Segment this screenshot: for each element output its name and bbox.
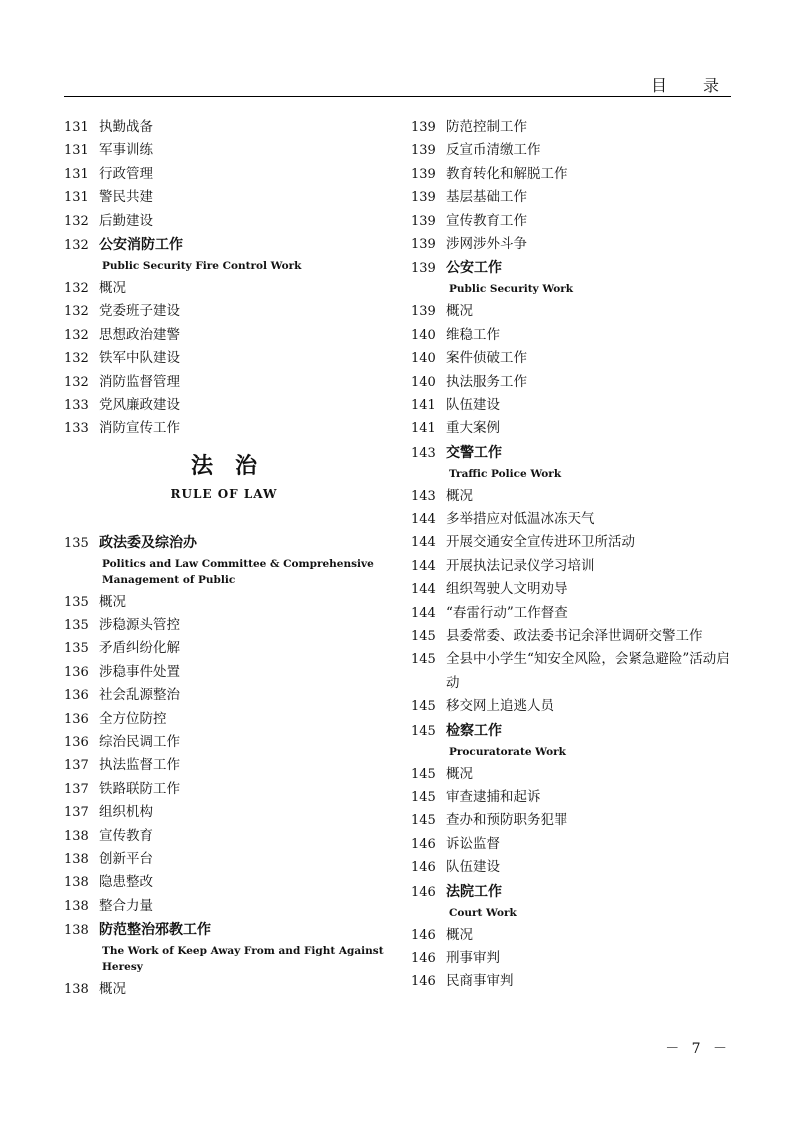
toc-page-number: 131 xyxy=(64,120,89,135)
toc-entry-title: 宣传教育 xyxy=(99,827,153,844)
toc-entry-title: 铁路联防工作 xyxy=(99,780,180,797)
toc-page-number: 145 xyxy=(411,652,436,668)
toc-page-number: 133 xyxy=(64,421,89,437)
toc-entry-title: 矛盾纠纷化解 xyxy=(99,640,180,657)
toc-page-number: 143 xyxy=(411,488,436,504)
toc-entry[interactable] xyxy=(64,825,384,848)
chapter-title-en: RULE OF LAW xyxy=(170,486,278,501)
toc-entry[interactable] xyxy=(64,116,384,139)
toc-page-number: 137 xyxy=(64,805,89,821)
toc-page-number: 136 xyxy=(64,688,89,704)
toc-group-right-b xyxy=(411,300,733,440)
toc-entry-title: 整合力量 xyxy=(99,897,153,914)
toc-entry[interactable] xyxy=(411,163,733,186)
toc-group-right-c xyxy=(411,485,733,719)
toc-page-number: 141 xyxy=(411,421,436,437)
toc-entry[interactable] xyxy=(64,978,384,1001)
toc-section-title: 公安消防工作 xyxy=(99,236,183,253)
toc-entry-title: 党风廉政建设 xyxy=(99,396,180,413)
toc-page-number: 132 xyxy=(64,351,89,367)
toc-entry[interactable] xyxy=(411,186,733,209)
toc-entry[interactable] xyxy=(64,210,384,233)
toc-entry[interactable] xyxy=(411,233,733,256)
toc-section-title: 交警工作 xyxy=(446,444,502,461)
toc-entry[interactable] xyxy=(411,763,733,786)
toc-page-number: 139 xyxy=(411,190,436,206)
toc-page-number: 141 xyxy=(411,397,436,413)
toc-entry-title: “春雷行动”工作督查 xyxy=(446,604,568,621)
toc-entry-title: 行政管理 xyxy=(99,165,153,182)
toc-entry[interactable] xyxy=(64,591,384,614)
toc-entry-title: 涉网涉外斗争 xyxy=(446,235,527,252)
toc-page-number: 146 xyxy=(411,950,436,966)
toc-page-number: 139 xyxy=(411,236,436,252)
toc-page-number: 131 xyxy=(64,190,89,206)
toc-entry[interactable] xyxy=(64,347,384,370)
toc-entry-title: 全县中小学生“知安全风险，会紧急避险”活动启动 xyxy=(446,651,730,691)
toc-section-english-title: Politics and Law Committee & Comprehensive Management of Public xyxy=(102,557,374,586)
toc-entry-title: 执法监督工作 xyxy=(99,757,180,774)
toc-section-procuratorate[interactable] xyxy=(411,719,733,744)
toc-entry[interactable] xyxy=(64,871,384,894)
toc-section-english-title: The Work of Keep Away From and Fight Against Heresy xyxy=(102,945,384,974)
toc-entry[interactable] xyxy=(411,417,733,440)
toc-entry-title: 概况 xyxy=(99,279,126,296)
toc-section-court[interactable] xyxy=(411,880,733,905)
toc-page-number: 136 xyxy=(64,735,89,751)
toc-section-title: 公安工作 xyxy=(446,260,502,277)
toc-section-title: 法院工作 xyxy=(446,883,502,900)
toc-entry[interactable] xyxy=(411,833,733,856)
toc-group-right-a xyxy=(411,116,733,256)
toc-entry-title: 全方位防控 xyxy=(99,710,167,727)
toc-entry[interactable] xyxy=(64,394,384,417)
toc-entry[interactable] xyxy=(411,970,733,993)
toc-page-number: 145 xyxy=(411,766,436,782)
toc-entry[interactable] xyxy=(411,602,733,625)
toc-right-column xyxy=(411,116,733,994)
toc-entry-title: 涉稳事件处置 xyxy=(99,663,180,680)
toc-entry-title: 执法服务工作 xyxy=(446,373,527,390)
toc-entry-title: 宣传教育工作 xyxy=(446,212,527,229)
toc-page-number: 139 xyxy=(411,120,436,135)
toc-entry[interactable] xyxy=(64,163,384,186)
toc-entry[interactable] xyxy=(411,300,733,323)
toc-page-number: 131 xyxy=(64,166,89,182)
toc-page-number: 139 xyxy=(411,304,436,320)
toc-entry[interactable] xyxy=(64,139,384,162)
toc-entry[interactable] xyxy=(64,684,384,707)
toc-entry-title: 县委常委、政法委书记余泽世调研交警工作 xyxy=(446,628,703,645)
running-header-title: 目 录 xyxy=(650,76,729,95)
header-rule xyxy=(64,96,731,97)
toc-page-number: 132 xyxy=(64,374,89,390)
toc-section-title: 检察工作 xyxy=(446,722,502,739)
toc-entry-title: 执勤战备 xyxy=(99,119,153,135)
toc-page-number: 144 xyxy=(411,605,436,621)
toc-entry[interactable] xyxy=(64,417,384,440)
toc-entry-title: 刑事审判 xyxy=(446,949,500,966)
toc-entry[interactable] xyxy=(64,324,384,347)
toc-entry[interactable] xyxy=(411,695,733,718)
toc-entry[interactable] xyxy=(411,578,733,601)
toc-entry-title: 军事训练 xyxy=(99,142,153,159)
toc-section-english-title: Traffic Police Work xyxy=(449,467,562,480)
toc-page-number: 135 xyxy=(64,618,89,634)
toc-page-number: 146 xyxy=(411,836,436,852)
toc-entry[interactable] xyxy=(64,661,384,684)
toc-entry-title: 防范控制工作 xyxy=(446,119,527,135)
toc-page-number: 139 xyxy=(411,143,436,159)
toc-entry[interactable] xyxy=(64,371,384,394)
toc-entry[interactable] xyxy=(411,786,733,809)
toc-entry-title: 概况 xyxy=(99,981,126,998)
toc-left-column xyxy=(64,116,384,1002)
toc-entry[interactable] xyxy=(411,210,733,233)
toc-page-number: 137 xyxy=(64,758,89,774)
toc-entry[interactable] xyxy=(411,648,733,695)
chapter-heading xyxy=(64,453,384,503)
toc-page-number: 144 xyxy=(411,558,436,574)
toc-entry-title: 概况 xyxy=(446,926,473,943)
toc-group-left-b xyxy=(64,277,384,441)
toc-page-number: 138 xyxy=(64,898,89,914)
toc-entry[interactable] xyxy=(64,754,384,777)
toc-entry-title: 教育转化和解脱工作 xyxy=(446,165,568,182)
toc-entry-title: 铁军中队建设 xyxy=(99,350,180,367)
toc-page-number: 146 xyxy=(411,974,436,990)
toc-page-number: 135 xyxy=(64,535,89,551)
toc-entry[interactable] xyxy=(411,371,733,394)
toc-page-number: 135 xyxy=(64,594,89,610)
toc-entry[interactable] xyxy=(64,277,384,300)
toc-group-left-a xyxy=(64,116,384,233)
toc-page-number: 132 xyxy=(64,237,89,253)
toc-entry-title: 基层基础工作 xyxy=(446,189,527,206)
toc-entry-title: 开展交通安全宣传进环卫所活动 xyxy=(446,534,635,551)
toc-section-english-title: Court Work xyxy=(449,906,517,919)
toc-entry[interactable] xyxy=(64,848,384,871)
toc-page-number: 146 xyxy=(411,884,436,900)
toc-page-number: 143 xyxy=(411,445,436,461)
toc-entry[interactable] xyxy=(411,924,733,947)
toc-section-english-title: Procuratorate Work xyxy=(449,745,566,758)
toc-entry[interactable] xyxy=(64,614,384,637)
toc-page-number: 131 xyxy=(64,143,89,159)
toc-entry-title: 民商事审判 xyxy=(446,973,514,990)
toc-section-traffic-police[interactable] xyxy=(411,441,733,466)
toc-page-number: 140 xyxy=(411,374,436,390)
toc-entry-title: 队伍建设 xyxy=(446,859,500,876)
toc-entry-title: 后勤建设 xyxy=(99,212,153,229)
toc-section-fire-control[interactable] xyxy=(64,233,384,258)
toc-entry-title: 案件侦破工作 xyxy=(446,350,527,367)
page-number: － 7 － xyxy=(665,1041,731,1057)
toc-section-public-security[interactable] xyxy=(411,256,733,281)
toc-page-number: 135 xyxy=(64,641,89,657)
toc-page-number: 146 xyxy=(411,860,436,876)
toc-entry-title: 组织驾驶人文明劝导 xyxy=(446,581,568,598)
toc-entry-title: 警民共建 xyxy=(99,189,153,206)
toc-entry-title: 查办和预防职务犯罪 xyxy=(446,812,568,829)
toc-group-left-d xyxy=(64,978,384,1001)
toc-entry[interactable] xyxy=(64,637,384,660)
toc-page-number: 133 xyxy=(64,397,89,413)
toc-entry[interactable] xyxy=(64,186,384,209)
toc-entry-title: 重大案例 xyxy=(446,420,500,437)
toc-page-number: 139 xyxy=(411,166,436,182)
toc-group-right-d xyxy=(411,763,733,880)
toc-page-number: 138 xyxy=(64,875,89,891)
toc-section-anti-heresy[interactable] xyxy=(64,918,384,943)
toc-page-number: 132 xyxy=(64,213,89,229)
toc-entry[interactable] xyxy=(411,809,733,832)
toc-entry-title: 概况 xyxy=(99,593,126,610)
toc-page-number: 132 xyxy=(64,280,89,296)
toc-entry-title: 队伍建设 xyxy=(446,396,500,413)
toc-entry-title: 诉讼监督 xyxy=(446,835,500,852)
toc-entry[interactable] xyxy=(411,555,733,578)
toc-entry-title: 维稳工作 xyxy=(446,326,500,343)
toc-page-number: 145 xyxy=(411,629,436,645)
toc-page-number: 137 xyxy=(64,781,89,797)
toc-page-number: 140 xyxy=(411,327,436,343)
toc-entry-title: 隐患整改 xyxy=(99,874,153,891)
toc-entry-title: 审查逮捕和起诉 xyxy=(446,789,541,806)
toc-entry[interactable] xyxy=(411,856,733,879)
toc-section-title: 政法委及综治办 xyxy=(99,534,197,551)
toc-page-number: 132 xyxy=(64,304,89,320)
toc-entry[interactable] xyxy=(64,300,384,323)
toc-entry-title: 思想政治建警 xyxy=(99,326,180,343)
toc-entry[interactable] xyxy=(411,508,733,531)
toc-entry[interactable] xyxy=(411,947,733,970)
toc-page-number: 136 xyxy=(64,711,89,727)
toc-entry-title: 开展执法记录仪学习培训 xyxy=(446,557,595,574)
toc-entry-title: 消防监督管理 xyxy=(99,373,180,390)
toc-page-number: 138 xyxy=(64,851,89,867)
toc-entry-title: 创新平台 xyxy=(99,850,153,867)
toc-entry-title: 概况 xyxy=(446,487,473,504)
toc-entry-title: 移交网上追逃人员 xyxy=(446,698,554,715)
toc-page-number: 138 xyxy=(64,923,89,939)
toc-entry[interactable] xyxy=(411,139,733,162)
toc-entry-title: 多举措应对低温冰冻天气 xyxy=(446,511,595,528)
toc-entry[interactable] xyxy=(64,801,384,824)
toc-page-number: 138 xyxy=(64,982,89,998)
toc-group-left-c xyxy=(64,591,384,918)
toc-entry[interactable] xyxy=(411,394,733,417)
toc-entry[interactable] xyxy=(411,531,733,554)
toc-page-number: 144 xyxy=(411,582,436,598)
toc-page-number: 139 xyxy=(411,261,436,277)
toc-page-number: 140 xyxy=(411,351,436,367)
toc-section-english-title: Public Security Fire Control Work xyxy=(102,259,302,272)
toc-page-number: 132 xyxy=(64,327,89,343)
toc-entry-title: 涉稳源头管控 xyxy=(99,617,180,634)
toc-page-number: 145 xyxy=(411,813,436,829)
toc-page-number: 145 xyxy=(411,699,436,715)
toc-page-number: 136 xyxy=(64,664,89,680)
toc-entry[interactable] xyxy=(64,708,384,731)
toc-entry-title: 社会乱源整治 xyxy=(99,687,180,704)
toc-page-number: 145 xyxy=(411,723,436,739)
toc-page-number: 145 xyxy=(411,790,436,806)
toc-entry-title: 概况 xyxy=(446,303,473,320)
toc-page-number: 146 xyxy=(411,927,436,943)
toc-entry-title: 综治民调工作 xyxy=(99,734,180,751)
toc-entry[interactable] xyxy=(411,625,733,648)
toc-group-right-e xyxy=(411,924,733,994)
toc-entry-title: 组织机构 xyxy=(99,804,153,821)
toc-entry[interactable] xyxy=(411,347,733,370)
toc-section-politics-law[interactable] xyxy=(64,531,384,556)
toc-entry-title: 反宣币清缴工作 xyxy=(446,142,541,159)
toc-section-english-title: Public Security Work xyxy=(449,283,574,296)
toc-entry-title: 概况 xyxy=(446,765,473,782)
toc-page-number: 144 xyxy=(411,512,436,528)
toc-entry[interactable] xyxy=(64,778,384,801)
toc-entry-title: 消防宣传工作 xyxy=(99,420,180,437)
toc-page-number: 144 xyxy=(411,535,436,551)
toc-entry[interactable] xyxy=(411,116,733,139)
toc-section-title: 防范整治邪教工作 xyxy=(99,922,211,939)
toc-entry[interactable] xyxy=(411,324,733,347)
toc-entry[interactable] xyxy=(64,895,384,918)
toc-page-number: 139 xyxy=(411,213,436,229)
toc-entry-title: 党委班子建设 xyxy=(99,303,180,320)
chapter-title-zh: 法治 xyxy=(190,453,279,479)
toc-entry[interactable] xyxy=(411,485,733,508)
toc-page-number: 138 xyxy=(64,828,89,844)
toc-entry[interactable] xyxy=(64,731,384,754)
